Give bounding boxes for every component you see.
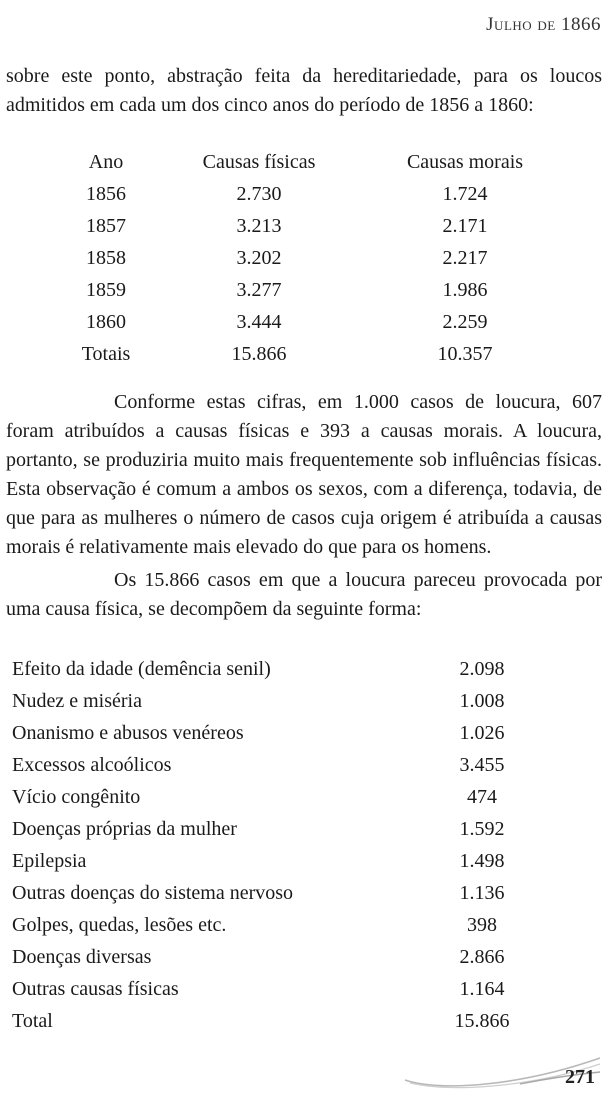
moral-cell: 10.357 — [437, 342, 493, 365]
table-header-row — [56, 146, 568, 178]
cause-cell: Golpes, quedas, lesões etc. — [12, 913, 227, 936]
cause-cell: Onanismo e abusos venéreos — [12, 721, 244, 744]
cause-cell: Outras causas físicas — [12, 977, 179, 1000]
physical-cell: 3.202 — [236, 246, 282, 269]
cause-cell: Nudez e miséria — [12, 689, 142, 712]
year-cell: 1860 — [86, 310, 126, 333]
cause-cell: Doenças diversas — [12, 945, 152, 968]
year-cell: 1859 — [86, 278, 126, 301]
column-header-physical: Causas físicas — [202, 150, 316, 173]
count-cell: 1.164 — [459, 977, 505, 1000]
paragraph-breakdown-intro: Os 15.866 casos em que a loucura pareceu provocada por uma causa física, se decompõem da seguinte forma: — [6, 569, 602, 620]
count-cell: 1.498 — [459, 849, 505, 872]
table-row — [12, 685, 552, 717]
admissions-by-year-table — [56, 146, 568, 370]
year-cell: 1858 — [86, 246, 126, 269]
physical-cell: 15.866 — [231, 342, 287, 365]
moral-cell: 1.724 — [442, 182, 488, 205]
cause-cell: Outras doenças do sistema nervoso — [12, 881, 294, 904]
table-row — [12, 653, 552, 685]
moral-cell: 2.217 — [442, 246, 488, 269]
cause-cell: Vício congênito — [12, 785, 141, 808]
table-row — [56, 178, 568, 210]
totals-row — [56, 338, 568, 370]
physical-causes-table — [12, 653, 552, 1037]
physical-cell: 3.277 — [236, 278, 282, 301]
table-row — [12, 717, 552, 749]
count-cell: 2.866 — [459, 945, 505, 968]
table-row — [12, 749, 552, 781]
count-cell: 474 — [467, 785, 497, 808]
total-row — [12, 1005, 552, 1037]
physical-cell: 3.213 — [236, 214, 282, 237]
cause-cell: Epilepsia — [12, 849, 87, 872]
moral-cell: 2.171 — [442, 214, 488, 237]
table-row — [12, 877, 552, 909]
count-cell: 1.592 — [459, 817, 505, 840]
table-row — [12, 973, 552, 1005]
table-row — [56, 274, 568, 306]
table-row — [12, 813, 552, 845]
year-cell: Totais — [81, 342, 131, 365]
paragraph-intro: sobre este ponto, abstração feita da hereditariedade, para os loucos admitidos em cada um dos cinco anos do período de 1856 a 1860: — [6, 65, 602, 116]
count-cell: 2.098 — [459, 657, 505, 680]
table-row — [12, 845, 552, 877]
table-row — [56, 306, 568, 338]
count-cell: 1.026 — [459, 721, 505, 744]
column-header-moral: Causas morais — [406, 150, 524, 173]
cause-cell: Total — [12, 1009, 53, 1032]
year-cell: 1857 — [86, 214, 126, 237]
table-row — [56, 242, 568, 274]
table-row — [12, 781, 552, 813]
physical-cell: 3.444 — [236, 310, 282, 333]
cause-cell: Efeito da idade (demência senil) — [12, 657, 271, 680]
year-cell: 1856 — [86, 182, 126, 205]
moral-cell: 2.259 — [442, 310, 488, 333]
count-cell: 15.866 — [454, 1009, 510, 1032]
running-header: Julho de 1866 — [486, 14, 601, 35]
moral-cell: 1.986 — [442, 278, 488, 301]
physical-cell: 2.730 — [236, 182, 282, 205]
column-header-year: Ano — [88, 150, 124, 173]
paragraph-analysis: Conforme estas cifras, em 1.000 casos de loucura, 607 foram atribuídos a causas físicas e 393 a causas morais. A loucura, portanto, se produziria muito mais frequentemente sob influências físicas. Esta observação é comum a ambos os sexos, com a diferença, todavia, de que para as mulheres o número de casos cuja origem é atribuída a causas morais é relativamente mais elevado do que para os homens. — [6, 391, 602, 558]
count-cell: 3.455 — [459, 753, 505, 776]
count-cell: 398 — [467, 913, 497, 936]
count-cell: 1.136 — [459, 881, 505, 904]
count-cell: 1.008 — [459, 689, 505, 712]
page-number: 271 — [565, 1066, 595, 1088]
table-row — [56, 210, 568, 242]
cause-cell: Doenças próprias da mulher — [12, 817, 237, 840]
table-row — [12, 909, 552, 941]
table-row — [12, 941, 552, 973]
cause-cell: Excessos alcoólicos — [12, 753, 172, 776]
